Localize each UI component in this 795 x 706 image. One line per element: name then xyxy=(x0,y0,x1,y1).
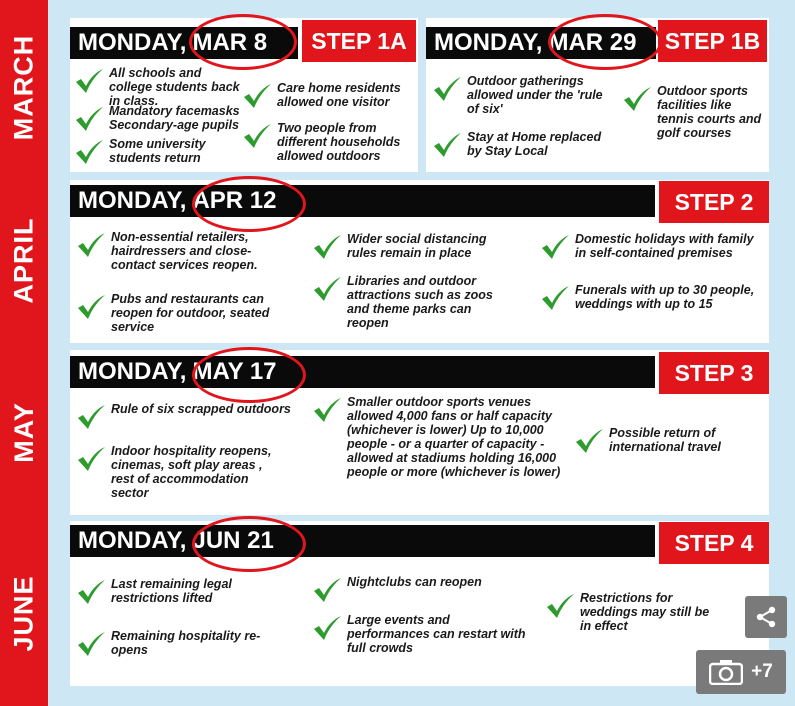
list-item: Restrictions for weddings may still be in effect xyxy=(545,591,715,633)
month-label-june: JUNE xyxy=(8,574,39,652)
step-4-date: JUN 21 xyxy=(192,527,274,554)
step-2-badge: STEP 2 xyxy=(659,181,769,223)
checkmark-icon xyxy=(74,106,104,132)
step-1a-panel xyxy=(70,18,418,172)
list-item: Wider social distancing rules remain in place xyxy=(312,232,512,260)
list-item: Outdoor gatherings allowed under the 'rule of six' xyxy=(432,74,617,116)
list-item: Rule of six scrapped outdoors xyxy=(76,402,316,430)
list-item: Possible return of international travel xyxy=(574,426,764,454)
checkmark-icon xyxy=(574,428,604,454)
list-item: Care home residents allowed one visitor xyxy=(242,81,417,109)
date-highlight-circle xyxy=(189,14,297,70)
step-1b-badge: STEP 1B xyxy=(658,20,767,62)
list-item: Two people from different households allowed outdoors xyxy=(242,121,417,163)
checkmark-icon xyxy=(432,76,462,102)
list-item: Pubs and restaurants can reopen for outdoor, seated service xyxy=(76,292,291,334)
list-item: Indoor hospitality reopens, cinemas, soft play areas , rest of accommodation sector xyxy=(76,444,276,500)
camera-icon xyxy=(709,659,743,685)
list-item: Outdoor sports facilities like tennis courts and golf courses xyxy=(622,84,767,140)
list-item: Large events and performances can restart with full crowds xyxy=(312,613,532,655)
list-item: Funerals with up to 30 people, weddings with up to 15 xyxy=(540,283,755,311)
checkmark-icon xyxy=(312,577,342,603)
checkmark-icon xyxy=(545,593,575,619)
checkmark-icon xyxy=(76,631,106,657)
step-2-header: MONDAY, APR 12 xyxy=(70,185,655,217)
share-button[interactable] xyxy=(745,596,787,638)
date-highlight-circle xyxy=(192,347,306,403)
checkmark-icon xyxy=(432,132,462,158)
checkmark-icon xyxy=(312,234,342,260)
step-4-badge: STEP 4 xyxy=(659,522,769,564)
step-1a-badge: STEP 1A xyxy=(302,20,416,62)
photo-gallery-button[interactable] xyxy=(696,650,786,694)
checkmark-icon xyxy=(76,232,106,258)
step-3-panel xyxy=(70,350,769,515)
checkmark-icon xyxy=(242,123,272,149)
list-item: Smaller outdoor sports venues allowed 4,000 fans or half capacity (whichever is lower) Up to 10,000 people - or a quarter of capacity - allowed at stadiums holding 16,000 people or more (whichever is lower) xyxy=(312,395,567,479)
checkmark-icon xyxy=(312,397,342,423)
month-label-march: MARCH xyxy=(8,34,39,141)
list-item: Libraries and outdoor attractions such as zoos and theme parks can reopen xyxy=(312,274,512,330)
checkmark-icon xyxy=(312,276,342,302)
checkmark-icon xyxy=(74,68,104,94)
checkmark-icon xyxy=(312,615,342,641)
list-item: All schools and college students back in class. xyxy=(74,66,244,108)
date-highlight-circle xyxy=(548,14,662,70)
checkmark-icon xyxy=(76,404,106,430)
step-1b-header: MONDAY, MAR 29 xyxy=(426,27,656,59)
step-1b-panel xyxy=(426,18,769,172)
step-1b-date: MAR 29 xyxy=(548,29,637,56)
checkmark-icon xyxy=(76,579,106,605)
list-item: Nightclubs can reopen xyxy=(312,575,532,603)
checkmark-icon xyxy=(622,86,652,112)
checkmark-icon xyxy=(76,294,106,320)
checkmark-icon xyxy=(74,139,104,165)
checkmark-icon xyxy=(76,446,106,472)
step-3-badge: STEP 3 xyxy=(659,352,769,394)
list-item: Non-essential retailers, hairdressers and close-contact services reopen. xyxy=(76,230,291,272)
month-label-april: APRIL xyxy=(8,217,39,303)
step-4-panel xyxy=(70,521,769,686)
list-item: Some university students return xyxy=(74,137,244,165)
list-item: Domestic holidays with family in self-contained premises xyxy=(540,232,755,260)
step-1a-date: MAR 8 xyxy=(192,29,268,56)
step-1a-header: MONDAY, MAR 8 xyxy=(70,27,298,59)
date-highlight-circle xyxy=(192,516,306,572)
step-2-date: APR 12 xyxy=(192,187,277,214)
step-2-panel xyxy=(70,180,769,343)
checkmark-icon xyxy=(242,83,272,109)
list-item: Mandatory facemasks Secondary-age pupils xyxy=(74,104,244,132)
month-label-may: MAY xyxy=(8,402,39,463)
checkmark-icon xyxy=(540,285,570,311)
date-highlight-circle xyxy=(192,176,306,232)
share-icon xyxy=(754,605,778,629)
month-sidebar xyxy=(0,0,48,706)
checkmark-icon xyxy=(540,234,570,260)
step-3-date: MAY 17 xyxy=(192,358,277,385)
list-item: Remaining hospitality re-opens xyxy=(76,629,276,657)
step-3-header: MONDAY, MAY 17 xyxy=(70,356,655,388)
list-item: Stay at Home replaced by Stay Local xyxy=(432,130,617,158)
photo-count: +7 xyxy=(751,661,773,682)
list-item: Last remaining legal restrictions lifted xyxy=(76,577,276,605)
step-4-header: MONDAY, JUN 21 xyxy=(70,525,655,557)
